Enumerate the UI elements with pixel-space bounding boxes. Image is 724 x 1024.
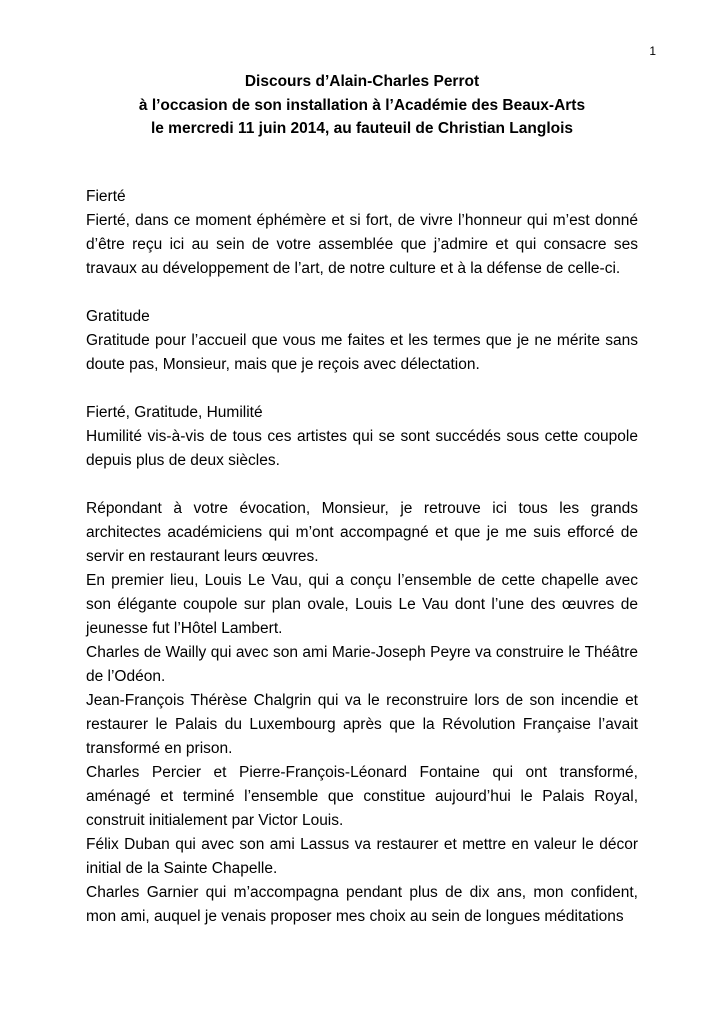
section-heading-humilite: Fierté, Gratitude, Humilité (86, 404, 263, 421)
paragraph-gratitude: Gratitude pour l’accueil que vous me faites et les termes que je ne mérite sans doute pas, Monsieur, mais que je reçois avec délectation. (86, 332, 638, 373)
page-number: 1 (649, 44, 656, 58)
paragraph-percier-fontaine: Charles Percier et Pierre-François-Léonard Fontaine qui ont transformé, aménagé et terminé l’ensemble que constitue aujourd’hui le Palais Royal, construit initialement par Victor Louis. (86, 764, 638, 829)
paragraph-de-wailly: Charles de Wailly qui avec son ami Marie-Joseph Peyre va construire le Théâtre de l’Odéon. (86, 644, 638, 685)
paragraph-gap (86, 281, 638, 305)
speech-body (86, 185, 638, 929)
paragraph-gap (86, 377, 638, 401)
section-heading-fierte: Fierté (86, 188, 126, 205)
title-line-3: le mercredi 11 juin 2014, au fauteuil de Christian Langlois (150, 120, 574, 137)
paragraph-fierte: Fierté, dans ce moment éphémère et si fort, de vivre l’honneur qui m’est donné d’être reçu ici au sein de votre assemblée que j’admire et qui consacre ses travaux au développement de l’art, de notre culture et à la défense de celle-ci. (86, 212, 638, 277)
paragraph-duban: Félix Duban qui avec son ami Lassus va restaurer et mettre en valeur le décor initial de la Sainte Chapelle. (86, 836, 638, 877)
document-title (0, 70, 724, 141)
paragraph-architectes: Répondant à votre évocation, Monsieur, je retrouve ici tous les grands architectes académiciens qui m’ont accompagné et que je me suis efforcé de servir en restaurant leurs œuvres. (86, 500, 638, 565)
paragraph-gap (86, 473, 638, 497)
paragraph-le-vau: En premier lieu, Louis Le Vau, qui a conçu l’ensemble de cette chapelle avec son élégante coupole sur plan ovale, Louis Le Vau dont l’une des œuvres de jeunesse fut l’Hôtel Lambert. (86, 572, 638, 637)
paragraph-garnier: Charles Garnier qui m’accompagna pendant plus de dix ans, mon confident, mon ami, auquel je venais proposer mes choix au sein de longues méditations (86, 884, 638, 925)
paragraph-chalgrin: Jean-François Thérèse Chalgrin qui va le reconstruire lors de son incendie et restaurer le Palais du Luxembourg après que la Révolution Française l’avait transformé en prison. (86, 692, 638, 757)
title-line-1: Discours d’Alain-Charles Perrot (244, 73, 480, 90)
title-line-2: à l’occasion de son installation à l’Académie des Beaux-Arts (138, 96, 586, 114)
section-heading-gratitude: Gratitude (86, 308, 150, 325)
paragraph-humilite: Humilité vis-à-vis de tous ces artistes qui se sont succédés sous cette coupole depuis plus de deux siècles. (86, 428, 638, 469)
